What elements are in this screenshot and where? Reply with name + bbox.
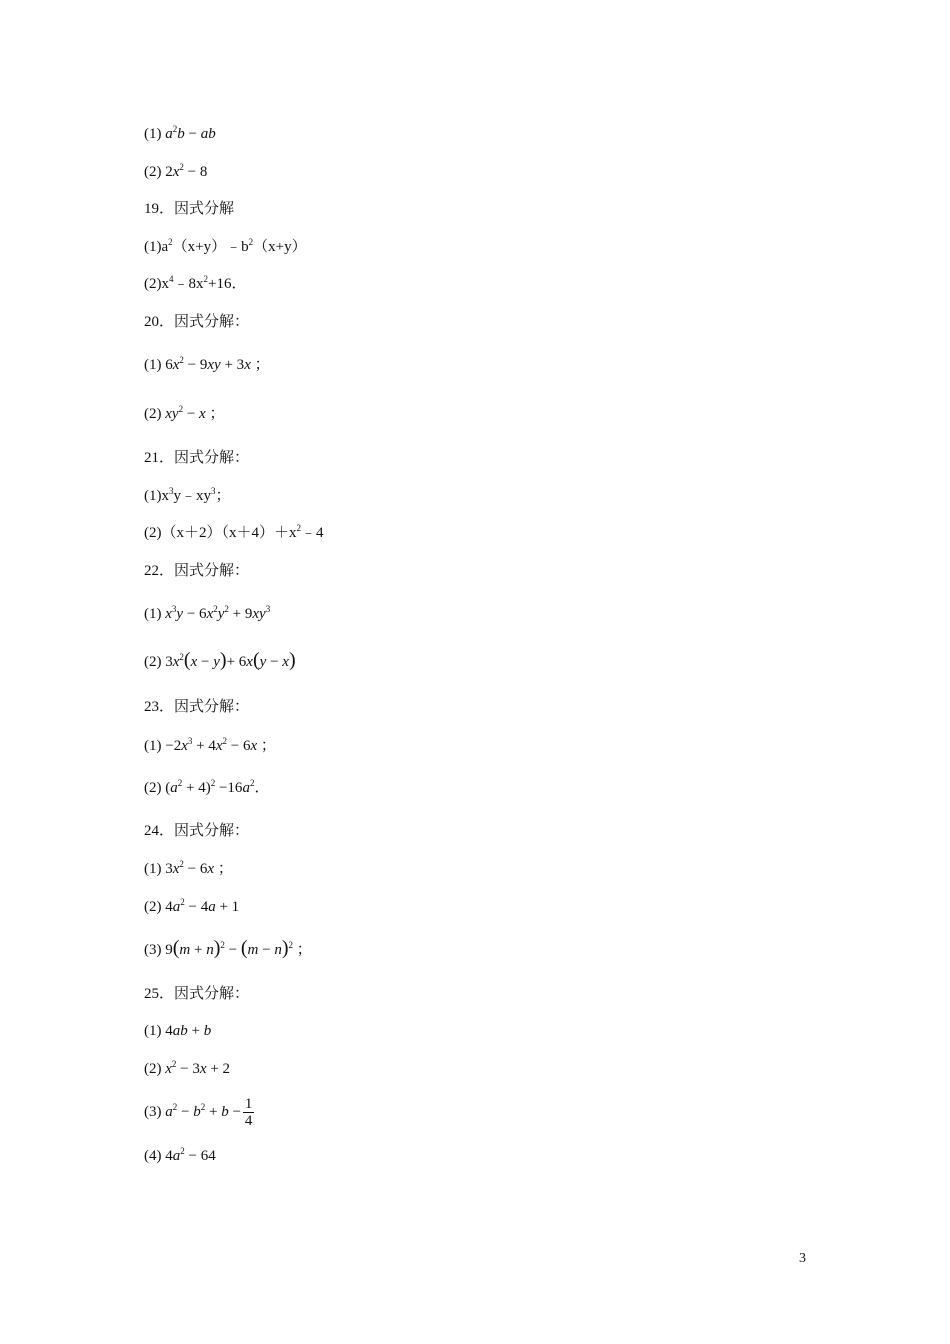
problem-20-heading: 20．因式分解： bbox=[144, 314, 250, 330]
problem-19-part-1: $(1)a^2(x+y)﹣b^2(x+y)$ bbox=[144, 237, 307, 255]
problem-21-part-2: $(2)(x+2)(x+4)+x^2﹣4$ bbox=[144, 523, 324, 541]
problem-24-part-1: (1) $3x^2 - 6x$ ； bbox=[144, 859, 233, 877]
problem-25-heading: 25．因式分解： bbox=[144, 986, 250, 1002]
problem-19-heading: 19．因式分解 bbox=[144, 201, 235, 217]
problem-22-heading: 22．因式分解： bbox=[144, 563, 250, 579]
problem-20-part-2: (2) $xy^2 - x$ ； bbox=[144, 404, 225, 422]
problem-22-part-2: (2) $3x^2(x - y)+ 6x(y - x)$ bbox=[144, 649, 296, 671]
fraction-one-quarter: $\frac{1}{4}$ bbox=[244, 1096, 253, 1129]
problem-24-part-3: (3) $9(m + n)^2 - (m - n)^2$ ； bbox=[144, 937, 312, 959]
page-number: 3 bbox=[799, 1251, 806, 1266]
problem-24-part-2: (2) $4a^2 - 4a + 1$ bbox=[144, 897, 240, 915]
problem-23-part-2: (2) $(a^2 + 4)^2 -16a^2$． bbox=[144, 778, 270, 796]
problem-23-heading: 23．因式分解： bbox=[144, 699, 250, 715]
problem-25-part-4: (4) $4a^2 - 64$ bbox=[144, 1146, 216, 1164]
problem-25-part-2: (2) $x^2 - 3x + 2$ bbox=[144, 1059, 231, 1077]
problem-24-heading: 24．因式分解： bbox=[144, 823, 250, 839]
problem-21-heading: 21．因式分解： bbox=[144, 450, 250, 466]
problem-18-part-1: (1) $a^2b$ − ab bbox=[144, 124, 216, 142]
problem-23-part-1: $(1) -2x^3 + 4x^2 - 6x$ ； bbox=[144, 736, 276, 754]
problem-20-part-1: (1) $6x^2 - 9xy + 3x$ ； bbox=[144, 355, 270, 373]
problem-25-part-1: (1) 4ab + b bbox=[144, 1023, 212, 1039]
problem-21-part-1: $(1)x^3y﹣xy^3$； bbox=[144, 486, 231, 504]
problem-22-part-1: (1) $x^3y - 6x^2y^2 + 9xy^3$ bbox=[144, 604, 271, 622]
problem-25-part-3: (3) $a^2 - b^2 + b$ − $\frac{1}{4}$ bbox=[144, 1096, 253, 1129]
problem-19-part-2: $(2)x^4﹣8x^2+16$． bbox=[144, 274, 247, 292]
problem-18-part-2: (2) $2x^2 - 8$ bbox=[144, 162, 208, 180]
